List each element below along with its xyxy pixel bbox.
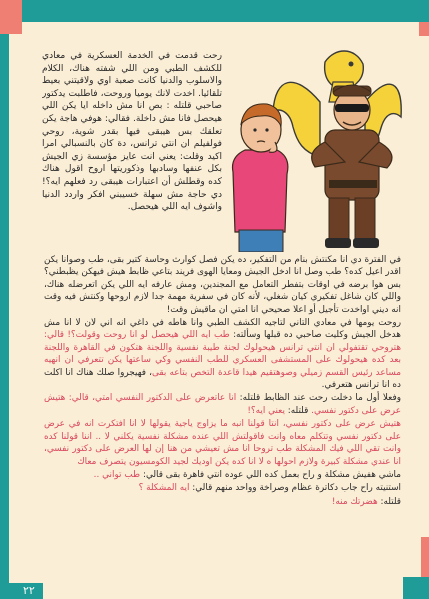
- quoted-speech: هضرتك منه!: [331, 496, 378, 507]
- article-body: [44, 254, 401, 580]
- page-number: ٢٢: [23, 584, 35, 597]
- illustration: [225, 42, 403, 252]
- dialogue-paragraph: هتيش عرض على دكتور نفسي، انتا قولنا انبه ما يزاوج ياجية يقولها لا انا افتكرت انه في عرض على دكتور نفسي وتتكلم معاه وانت فاقولتش اللي عنده مشكلة نفسية يكلني لا .. اننا قولنا كده وانت تقي اللي فيك المشكلة طب تروحا انا مش تعيشي من هنا إن لها العرض على دكتور نفسي، انا عندي مشكلة كبيرة ولازم احولها ه لا انا كده يكن اوديك لجيد الكومسيون يتصرف معاك: [44, 419, 401, 467]
- frame-corner-top-right: [419, 22, 429, 36]
- boy-figure: [233, 104, 288, 252]
- intro-paragraph: رحت قدمت في الخدمة العسكرية في معادي للكشف الطبي ومن اللي شفته هناك، الكلام والاسلوب والدنيا كانت صعبة اوي ولاقيتني بعيط تلقائيا. اخدت لانك يوميا وروحت، فاطلبت يدكتور صاحبي قلتله : بص انا مش داخله ايا يكن اللي هيحصل فانا مش داخلة. فقالي: هوفي هاجة يكن تعلقك بس هيبقى فيها بقدر شوية، روحي فولفيلم ان انتي ترانس، دة كان بالنسبالي امرا اكيد وقلت: يعني انت عايز مؤسسة زي الجيش بكل عنفها وسادبها وذكوريتها اروح اقول هناك كده وقطلش أن اعتبارات هيبقى رد فعلهم ايه؟! دي حاجة مش سهلة خسيبني افكر واردد الدنيا واشوف ايه اللي هيحصل.: [42, 51, 222, 213]
- paragraph: وفعلا أول ما دخلت رحت عند الظابط قلتله: انا عاتعرض على الدكتور النفسي امتي، قالي: هتيش عرض على دكتور نفسي. قلتله: يعني ايه؟!: [44, 393, 401, 416]
- frame-corner-bottom-right: [403, 577, 429, 599]
- frame-top-band: [22, 0, 429, 22]
- page-number-tab: [9, 583, 43, 599]
- quoted-speech: انا عاتعرض على الدكتور النفسي امتي، قالي: هتيش عرض على دكتور نفسي.: [44, 393, 401, 416]
- frame-left-band: [0, 34, 9, 599]
- frame-corner-bottom-right-accent: [421, 537, 429, 577]
- paragraph: استنيته راح جاب دكاترة عظام وصراخة وواحد منهم قالي: ايه المشكلة ؟: [138, 483, 401, 494]
- quoted-speech: طب ايه اللي هيحصل لو انا روحت وقولت؟! قالي: هتروحي تقتفولي ان انتي ترانس هيحولوك لجنة طيبة نفسية واللجنة هتكون في القاهرة واللجنة بعد كده هيحولوك على المستشفى العسكري للطب النفسي وكي ساعتها يكن تتعرفي ان انهيه مساعد رئيس القسم زميلي وصوهتقيم هيدا قاعدة التخص بتاعه بقى: [44, 330, 401, 378]
- paragraph: في الفترة دي انا مكنتش بنام من التفكير، ده يكن فصل كوارث وحاسة كتير بقى، طب وصوانا يكن اقدر اعيل كده؟ طب وصل انا ادخل الجيش ومعايا الهوى فريند بتاعي ظابط هيش فيهكن يظبطني؟ بس هوا برضه في اوقات بتفطر التعامل مع المجندين، ومش عارفه ايه اللي يكن اتعرضله هناك، واللي كان شاغل تفكيري كيان شغلي، لأنه كان في سفرية مهمة جدا لازم اروحها وكنتش فيه وقت انه ديني اواخدت تأجيل أو اعلا صحيحي انا امتي ان ماقيش وقت!: [44, 255, 401, 315]
- frame-corner-top-left: [0, 0, 22, 34]
- quoted-speech: طب تواني ..: [93, 469, 141, 480]
- paragraph: قلتله: هضرتك منه!: [331, 496, 401, 507]
- paragraph: روحت يومها في معادي التاني لتاجيه الكشف الطبي وانا هاطه في داغي انه اني لان لا انا مش هدخل الجيش وكليت صاحبي ده قبلها وسألته: طب ايه اللي هيحصل لو انا روحت وقولت؟! قالي: هتروحي تقتفولي ان انتي ترانس هيحولوك لجنة طيبة نفسية واللجنة هتكون في القاهرة واللجنة بعد كده هيحولوك على المستشفى العسكري للطب النفسي وكي ساعتها يكن تتعرفي ان انهيه مساعد رئيس القسم زميلي وصوهتقيم هيدا قاعدة التخص بتاعه بقى، فهيجروا صلك هناك انا اكلت ده انا ترانس هتعرفي.: [44, 318, 401, 391]
- quoted-speech: يعني ايه؟!: [247, 405, 285, 416]
- paragraph: ماشي هفيش مشكلة و راح بعمل كده اللي عوده انتي فاهرة بقى قالي: طب تواني ..: [93, 469, 401, 480]
- quoted-speech: ايه المشكلة ؟: [138, 483, 190, 494]
